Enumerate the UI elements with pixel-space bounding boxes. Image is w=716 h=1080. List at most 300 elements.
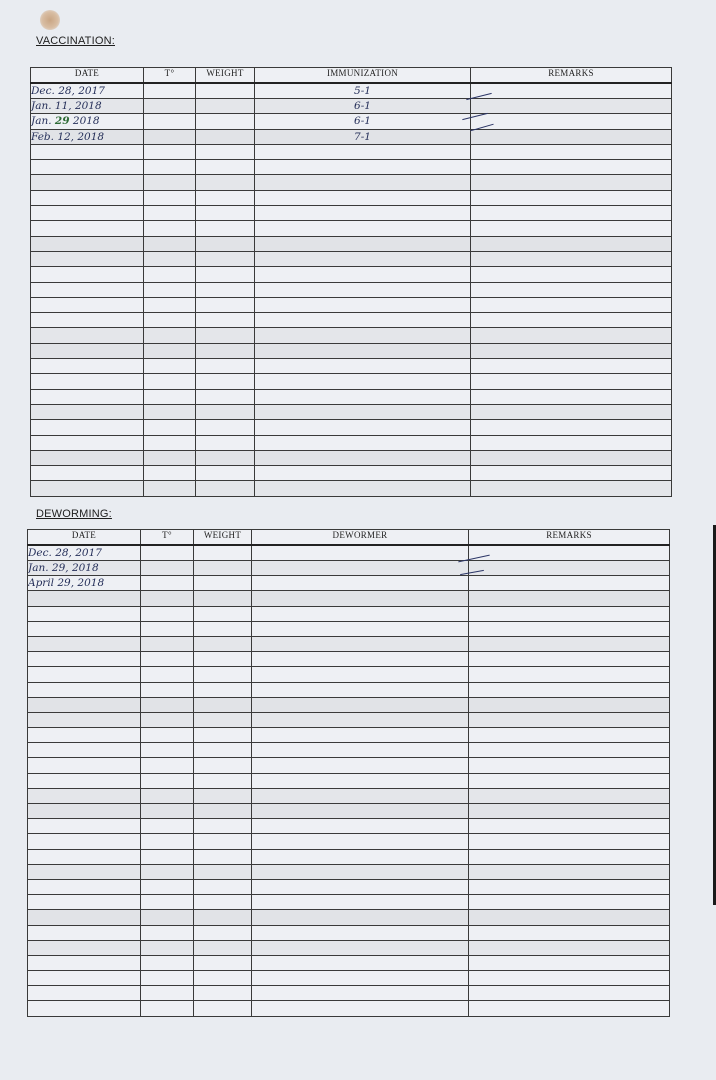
vaccination-weight-cell [196, 389, 255, 404]
deworming-header-date: DATE [28, 530, 141, 546]
deworming-header-dewormer: DEWORMER [252, 530, 469, 546]
table-row [31, 343, 672, 358]
deworming-weight-cell [194, 955, 252, 970]
deworming-temp-cell [141, 849, 194, 864]
date-highlight: 29 [54, 115, 70, 128]
deworming-temp-cell [141, 712, 194, 727]
deworming-temp-cell [141, 834, 194, 849]
vaccination-immunization-cell [255, 374, 471, 389]
deworming-date-cell: Dec. 28, 2017 [28, 545, 141, 561]
vaccination-weight-cell [196, 175, 255, 190]
deworming-weight-cell [194, 1001, 252, 1016]
deworming-weight-cell [194, 773, 252, 788]
deworming-dewormer-cell [252, 773, 469, 788]
deworming-temp-cell [141, 591, 194, 606]
deworming-date-cell [28, 1001, 141, 1016]
deworming-dewormer-cell [252, 728, 469, 743]
vaccination-immunization-cell [255, 160, 471, 175]
vaccination-date-cell [31, 282, 144, 297]
vaccination-date-cell: Dec. 28, 2017 [31, 83, 144, 99]
deworming-remarks-cell [469, 804, 670, 819]
vaccination-immunization-cell [255, 251, 471, 266]
vaccination-remarks-cell [471, 267, 672, 282]
deworming-remarks-cell [469, 682, 670, 697]
vaccination-header-row [31, 68, 672, 84]
deworming-dewormer-cell [252, 955, 469, 970]
deworming-dewormer-cell [252, 712, 469, 727]
deworming-weight-cell [194, 697, 252, 712]
table-row [28, 1001, 670, 1016]
deworming-remarks-cell [469, 712, 670, 727]
deworming-remarks-cell [469, 743, 670, 758]
deworming-temp-cell [141, 606, 194, 621]
vaccination-immunization-cell [255, 404, 471, 419]
vaccination-date-cell [31, 359, 144, 374]
vaccination-immunization-cell [255, 206, 471, 221]
table-row [28, 804, 670, 819]
vaccination-remarks-cell [471, 481, 672, 496]
vaccination-weight-cell [196, 221, 255, 236]
table-row [28, 940, 670, 955]
deworming-date-cell: Jan. 29, 2018 [28, 561, 141, 576]
vaccination-temp-cell [144, 328, 196, 343]
table-row [28, 773, 670, 788]
deworming-remarks-cell [469, 773, 670, 788]
deworming-weight-cell [194, 576, 252, 591]
vaccination-temp-cell [144, 282, 196, 297]
table-row [31, 481, 672, 496]
vaccination-date-cell [31, 435, 144, 450]
deworming-weight-cell [194, 743, 252, 758]
deworming-weight-cell [194, 910, 252, 925]
table-row [31, 83, 672, 99]
deworming-date-cell [28, 743, 141, 758]
deworming-dewormer-cell [252, 697, 469, 712]
vaccination-immunization-cell [255, 190, 471, 205]
table-row [28, 621, 670, 636]
vaccination-immunization-cell [255, 175, 471, 190]
vaccination-date-cell [31, 328, 144, 343]
vaccination-remarks-cell [471, 251, 672, 266]
deworming-remarks-cell [469, 621, 670, 636]
vaccination-date-cell: Jan. 11, 2018 [31, 99, 144, 114]
deworming-weight-cell [194, 788, 252, 803]
deworming-temp-cell [141, 743, 194, 758]
deworming-temp-cell [141, 955, 194, 970]
deworming-header-temp: T° [141, 530, 194, 546]
vaccination-date-cell [31, 450, 144, 465]
table-row [31, 389, 672, 404]
table-row [28, 879, 670, 894]
vaccination-immunization-cell: 5-1 [255, 83, 471, 99]
deworming-dewormer-cell [252, 804, 469, 819]
table-row [28, 667, 670, 682]
vaccination-remarks-cell [471, 83, 672, 99]
vaccination-temp-cell [144, 129, 196, 144]
table-row [31, 144, 672, 159]
deworming-temp-cell [141, 652, 194, 667]
vaccination-immunization-cell [255, 267, 471, 282]
deworming-date-cell [28, 591, 141, 606]
table-row [28, 834, 670, 849]
vaccination-weight-cell [196, 144, 255, 159]
vaccination-weight-cell [196, 466, 255, 481]
table-row [31, 251, 672, 266]
vaccination-remarks-cell [471, 389, 672, 404]
deworming-date-cell [28, 849, 141, 864]
deworming-date-cell [28, 712, 141, 727]
vaccination-weight-cell [196, 404, 255, 419]
deworming-remarks-cell [469, 864, 670, 879]
deworming-temp-cell [141, 864, 194, 879]
vaccination-remarks-cell [471, 374, 672, 389]
deworming-weight-cell [194, 895, 252, 910]
deworming-date-cell [28, 834, 141, 849]
vaccination-weight-cell [196, 114, 255, 129]
vaccination-weight-cell [196, 190, 255, 205]
table-row [28, 758, 670, 773]
table-row [31, 297, 672, 312]
deworming-temp-cell [141, 925, 194, 940]
deworming-weight-cell [194, 758, 252, 773]
date-suffix: 2018 [69, 115, 100, 128]
deworming-dewormer-cell [252, 561, 469, 576]
vaccination-temp-cell [144, 236, 196, 251]
deworming-dewormer-cell [252, 591, 469, 606]
table-row [31, 404, 672, 419]
deworming-remarks-cell [469, 591, 670, 606]
table-row [31, 206, 672, 221]
deworming-remarks-cell [469, 986, 670, 1001]
deworming-date-cell [28, 925, 141, 940]
vaccination-remarks-cell [471, 435, 672, 450]
vaccination-weight-cell [196, 420, 255, 435]
vaccination-weight-cell [196, 206, 255, 221]
vaccination-temp-cell [144, 221, 196, 236]
vaccination-date-cell [31, 236, 144, 251]
vaccination-date-cell [31, 420, 144, 435]
deworming-dewormer-cell [252, 849, 469, 864]
vaccination-remarks-cell [471, 236, 672, 251]
table-row [28, 925, 670, 940]
deworming-dewormer-cell [252, 621, 469, 636]
deworming-date-cell [28, 606, 141, 621]
deworming-dewormer-cell [252, 940, 469, 955]
vaccination-immunization-cell [255, 343, 471, 358]
vaccination-date-cell [31, 206, 144, 221]
vaccination-remarks-cell [471, 343, 672, 358]
vaccination-header-immunization: IMMUNIZATION [255, 68, 471, 84]
table-row [28, 636, 670, 651]
deworming-weight-cell [194, 591, 252, 606]
deworming-temp-cell [141, 545, 194, 561]
vaccination-immunization-cell [255, 297, 471, 312]
vaccination-temp-cell [144, 267, 196, 282]
deworming-weight-cell [194, 652, 252, 667]
vaccination-remarks-cell [471, 190, 672, 205]
deworming-remarks-cell [469, 849, 670, 864]
deworming-temp-cell [141, 804, 194, 819]
deworming-date-cell [28, 636, 141, 651]
vaccination-weight-cell [196, 359, 255, 374]
deworming-header-weight: WEIGHT [194, 530, 252, 546]
deworming-weight-cell [194, 971, 252, 986]
vaccination-immunization-cell [255, 221, 471, 236]
deworming-date-cell [28, 971, 141, 986]
deworming-remarks-cell [469, 971, 670, 986]
deworming-dewormer-cell [252, 652, 469, 667]
vaccination-remarks-cell [471, 297, 672, 312]
vaccination-remarks-cell [471, 450, 672, 465]
deworming-temp-cell [141, 667, 194, 682]
deworming-date-cell [28, 758, 141, 773]
vaccination-temp-cell [144, 160, 196, 175]
vaccination-date-cell [31, 466, 144, 481]
table-row [28, 955, 670, 970]
deworming-temp-cell [141, 561, 194, 576]
table-row [28, 864, 670, 879]
deworming-remarks-cell [469, 697, 670, 712]
table-row [28, 728, 670, 743]
table-row [31, 450, 672, 465]
vaccination-temp-cell [144, 389, 196, 404]
vaccination-remarks-cell [471, 144, 672, 159]
vaccination-weight-cell [196, 99, 255, 114]
table-row [31, 221, 672, 236]
deworming-temp-cell [141, 636, 194, 651]
deworming-weight-cell [194, 636, 252, 651]
vaccination-date-cell [31, 144, 144, 159]
deworming-dewormer-cell [252, 1001, 469, 1016]
deworming-weight-cell [194, 925, 252, 940]
deworming-temp-cell [141, 758, 194, 773]
vaccination-immunization-cell [255, 144, 471, 159]
deworming-date-cell: April 29, 2018 [28, 576, 141, 591]
deworming-weight-cell [194, 682, 252, 697]
deworming-temp-cell [141, 910, 194, 925]
table-row [31, 313, 672, 328]
vaccination-date-cell [31, 251, 144, 266]
deworming-remarks-cell [469, 758, 670, 773]
deworming-remarks-cell [469, 910, 670, 925]
vaccination-immunization-cell [255, 313, 471, 328]
vaccination-immunization-cell [255, 466, 471, 481]
vaccination-remarks-cell [471, 420, 672, 435]
deworming-date-cell [28, 955, 141, 970]
vaccination-remarks-cell [471, 328, 672, 343]
vaccination-weight-cell [196, 236, 255, 251]
deworming-date-cell [28, 910, 141, 925]
table-row [31, 282, 672, 297]
deworming-date-cell [28, 728, 141, 743]
deworming-weight-cell [194, 819, 252, 834]
deworming-temp-cell [141, 879, 194, 894]
deworming-remarks-cell [469, 834, 670, 849]
deworming-dewormer-cell [252, 545, 469, 561]
deworming-weight-cell [194, 621, 252, 636]
table-row [28, 788, 670, 803]
deworming-dewormer-cell [252, 788, 469, 803]
vaccination-date-cell: Feb. 12, 2018 [31, 129, 144, 144]
vaccination-date-cell [31, 190, 144, 205]
table-row [28, 652, 670, 667]
vaccination-temp-cell [144, 83, 196, 99]
vaccination-weight-cell [196, 129, 255, 144]
vaccination-remarks-cell [471, 99, 672, 114]
table-row [31, 160, 672, 175]
table-row [28, 986, 670, 1001]
deworming-date-cell [28, 819, 141, 834]
deworming-weight-cell [194, 864, 252, 879]
deworming-remarks-cell [469, 545, 670, 561]
deworming-dewormer-cell [252, 819, 469, 834]
table-row [31, 175, 672, 190]
table-row [31, 267, 672, 282]
table-row [31, 435, 672, 450]
deworming-date-cell [28, 879, 141, 894]
vaccination-remarks-cell [471, 313, 672, 328]
deworming-table [27, 529, 670, 1017]
table-row [28, 910, 670, 925]
vaccination-temp-cell [144, 450, 196, 465]
table-row [28, 576, 670, 591]
deworming-temp-cell [141, 773, 194, 788]
vaccination-weight-cell [196, 435, 255, 450]
deworming-header-remarks: REMARKS [469, 530, 670, 546]
deworming-dewormer-cell [252, 864, 469, 879]
vaccination-header-temp: T° [144, 68, 196, 84]
vaccination-immunization-cell [255, 435, 471, 450]
table-row [31, 359, 672, 374]
deworming-temp-cell [141, 895, 194, 910]
vaccination-date-cell [31, 389, 144, 404]
vaccination-temp-cell [144, 99, 196, 114]
deworming-weight-cell [194, 834, 252, 849]
table-row [28, 545, 670, 561]
deworming-date-cell [28, 667, 141, 682]
deworming-dewormer-cell [252, 636, 469, 651]
deworming-temp-cell [141, 819, 194, 834]
vaccination-title: VACCINATION: [36, 35, 115, 47]
vaccination-remarks-cell [471, 206, 672, 221]
vaccination-immunization-cell [255, 450, 471, 465]
vaccination-temp-cell [144, 343, 196, 358]
table-row [28, 606, 670, 621]
vaccination-temp-cell [144, 144, 196, 159]
deworming-weight-cell [194, 849, 252, 864]
deworming-dewormer-cell [252, 576, 469, 591]
deworming-date-cell [28, 652, 141, 667]
vaccination-immunization-cell [255, 481, 471, 496]
deworming-weight-cell [194, 728, 252, 743]
deworming-weight-cell [194, 561, 252, 576]
vaccination-date-cell [31, 267, 144, 282]
deworming-temp-cell [141, 788, 194, 803]
table-row [31, 420, 672, 435]
deworming-dewormer-cell [252, 758, 469, 773]
vaccination-temp-cell [144, 466, 196, 481]
vaccination-immunization-cell [255, 420, 471, 435]
vaccination-temp-cell [144, 297, 196, 312]
deworming-temp-cell [141, 728, 194, 743]
deworming-remarks-cell [469, 561, 670, 576]
deworming-date-cell [28, 682, 141, 697]
vaccination-immunization-cell [255, 282, 471, 297]
vaccination-remarks-cell [471, 175, 672, 190]
table-row [31, 129, 672, 144]
table-row [28, 849, 670, 864]
deworming-temp-cell [141, 1001, 194, 1016]
vaccination-table [30, 67, 672, 497]
deworming-remarks-cell [469, 925, 670, 940]
table-row [28, 971, 670, 986]
deworming-weight-cell [194, 804, 252, 819]
deworming-weight-cell [194, 606, 252, 621]
vaccination-temp-cell [144, 481, 196, 496]
vaccination-immunization-cell [255, 328, 471, 343]
vaccination-header-remarks: REMARKS [471, 68, 672, 84]
vaccination-immunization-cell: 6-1 [255, 99, 471, 114]
deworming-remarks-cell [469, 955, 670, 970]
vaccination-date-cell [31, 313, 144, 328]
deworming-remarks-cell [469, 819, 670, 834]
vaccination-date-cell [31, 175, 144, 190]
vaccination-date-cell [31, 160, 144, 175]
deworming-title: DEWORMING: [36, 508, 112, 520]
deworming-remarks-cell [469, 652, 670, 667]
vaccination-weight-cell [196, 160, 255, 175]
table-row [31, 114, 672, 129]
deworming-date-cell [28, 804, 141, 819]
vaccination-remarks-cell [471, 129, 672, 144]
vaccination-date-cell [31, 114, 144, 129]
deworming-dewormer-cell [252, 682, 469, 697]
vaccination-temp-cell [144, 374, 196, 389]
deworming-temp-cell [141, 971, 194, 986]
deworming-dewormer-cell [252, 925, 469, 940]
vaccination-remarks-cell [471, 282, 672, 297]
deworming-weight-cell [194, 986, 252, 1001]
vaccination-date-cell [31, 221, 144, 236]
deworming-date-cell [28, 895, 141, 910]
vaccination-weight-cell [196, 267, 255, 282]
table-row [28, 591, 670, 606]
deworming-weight-cell [194, 712, 252, 727]
vaccination-remarks-cell [471, 404, 672, 419]
paper-stain [40, 10, 60, 30]
vaccination-remarks-cell [471, 466, 672, 481]
vaccination-weight-cell [196, 481, 255, 496]
deworming-remarks-cell [469, 636, 670, 651]
deworming-dewormer-cell [252, 971, 469, 986]
vaccination-weight-cell [196, 297, 255, 312]
deworming-remarks-cell [469, 940, 670, 955]
deworming-temp-cell [141, 682, 194, 697]
deworming-date-cell [28, 940, 141, 955]
table-row [31, 190, 672, 205]
deworming-remarks-cell [469, 576, 670, 591]
deworming-remarks-cell [469, 1001, 670, 1016]
vaccination-date-cell [31, 404, 144, 419]
deworming-temp-cell [141, 697, 194, 712]
table-row [28, 712, 670, 727]
table-row [28, 895, 670, 910]
vaccination-immunization-cell: 7-1 [255, 129, 471, 144]
deworming-dewormer-cell [252, 667, 469, 682]
deworming-dewormer-cell [252, 834, 469, 849]
vaccination-weight-cell [196, 83, 255, 99]
deworming-weight-cell [194, 940, 252, 955]
